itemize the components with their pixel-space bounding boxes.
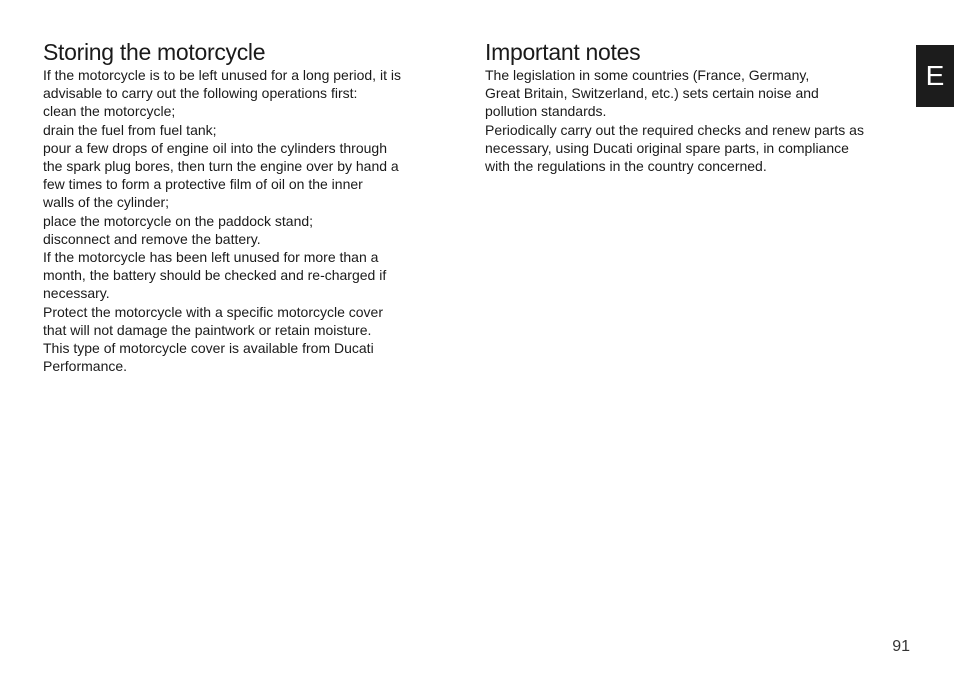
notes-line: Periodically carry out the required checks and renew parts as	[485, 121, 864, 138]
storing-line: place the motorcycle on the paddock stand;	[43, 212, 314, 229]
notes-line: The legislation in some countries (France, Germany,	[485, 67, 810, 83]
notes-line: pollution standards.	[485, 103, 607, 120]
storing-line: This type of motorcycle cover is available from Ducati	[43, 340, 374, 357]
notes-line: with the regulations in the country concerned.	[485, 158, 767, 175]
storing-line: month, the battery should be checked and re-charged if	[43, 267, 387, 284]
storing-line: advisable to carry out the following operations first:	[43, 85, 358, 102]
storing-line: disconnect and remove the battery.	[43, 230, 261, 247]
storing-line: few times to form a protective film of oil on the inner	[43, 176, 363, 193]
notes-line: necessary, using Ducati original spare parts, in compliance	[485, 139, 849, 156]
important-notes-title: Important notes	[485, 39, 641, 65]
notes-line: Great Britain, Switzerland, etc.) sets certain noise and	[485, 85, 819, 102]
storing-section	[43, 38, 461, 375]
storing-line: If the motorcycle has been left unused for more than a	[43, 249, 379, 266]
storing-line: pour a few drops of engine oil into the cylinders through	[43, 139, 387, 156]
important-notes-section	[485, 38, 910, 175]
storing-line: If the motorcycle is to be left unused for a long period, it is	[43, 67, 401, 83]
page-number: 91	[892, 638, 910, 655]
storing-line: that will not damage the paintwork or retain moisture.	[43, 321, 372, 338]
language-tab: E	[916, 45, 954, 107]
storing-line: Performance.	[43, 358, 128, 375]
storing-line: clean the motorcycle;	[43, 103, 176, 120]
storing-line: walls of the cylinder;	[43, 194, 170, 211]
storing-body	[43, 66, 461, 375]
storing-title: Storing the motorcycle	[43, 39, 266, 65]
storing-line: the spark plug bores, then turn the engine over by hand a	[43, 158, 399, 175]
storing-line: drain the fuel from fuel tank;	[43, 121, 217, 138]
storing-line: necessary.	[43, 285, 110, 302]
storing-line: Protect the motorcycle with a specific motorcycle cover	[43, 303, 384, 320]
important-notes-body	[485, 66, 910, 175]
